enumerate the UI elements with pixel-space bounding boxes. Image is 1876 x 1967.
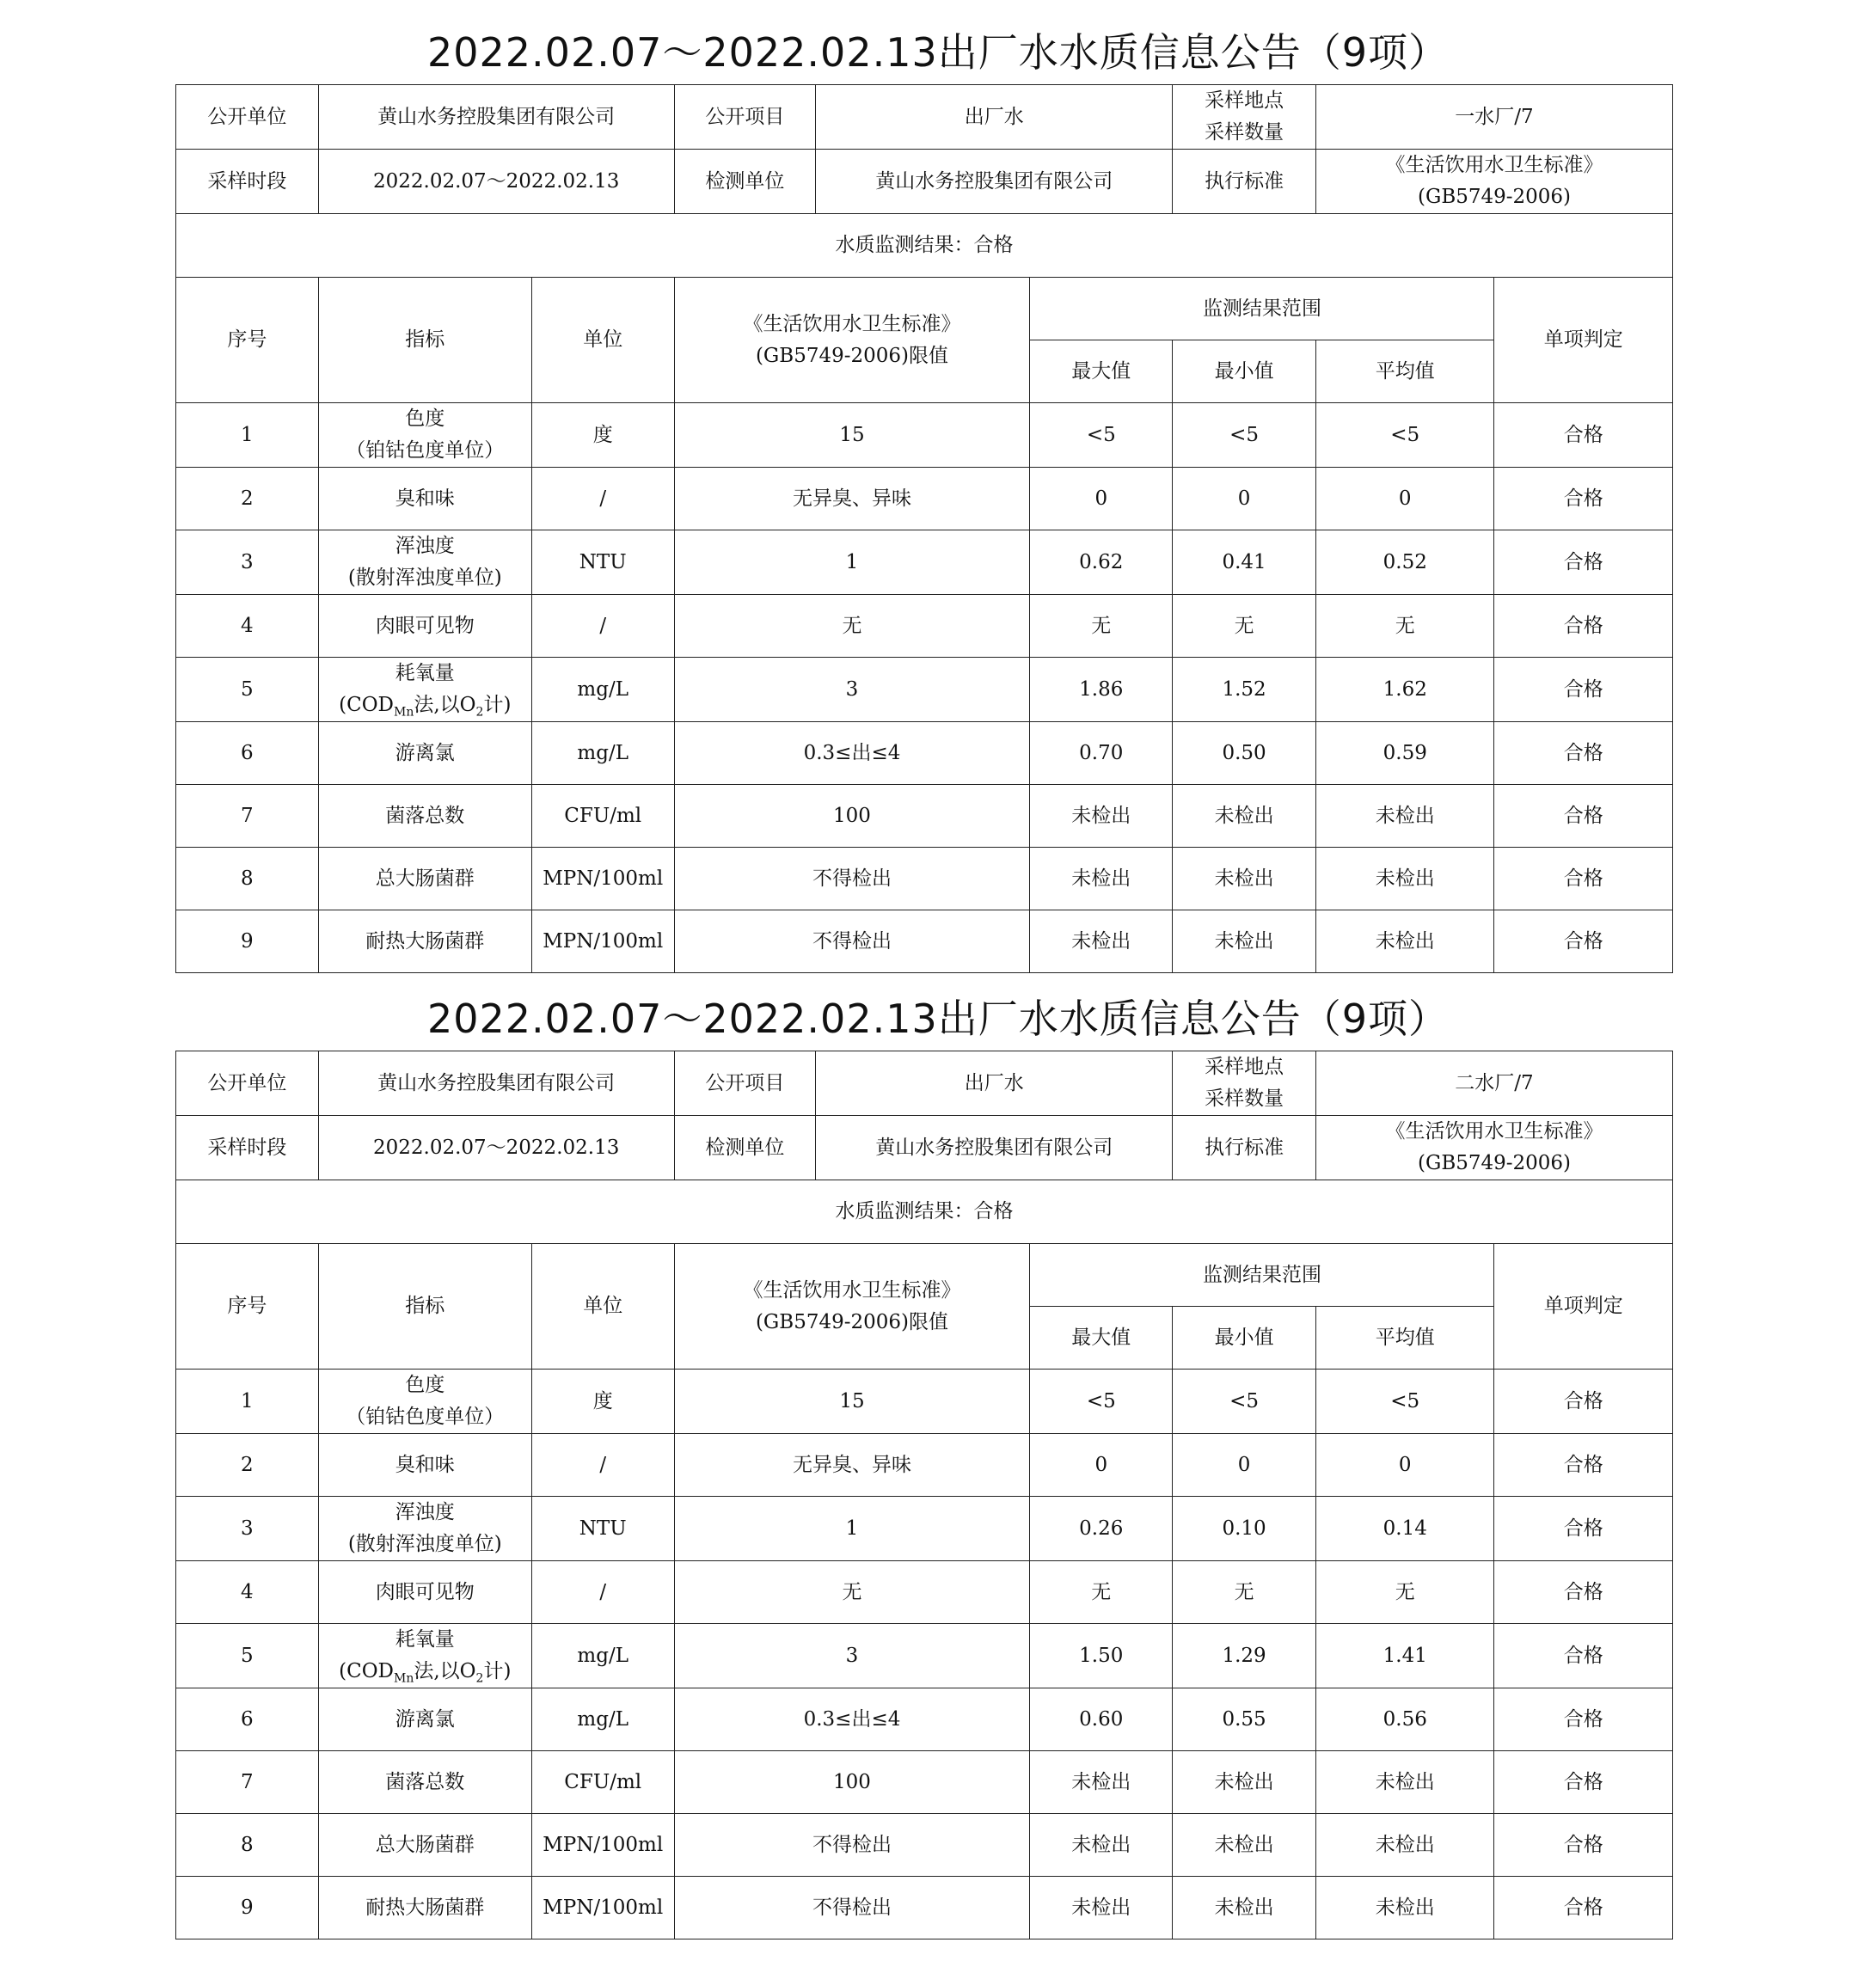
row-indicator bbox=[318, 1561, 531, 1624]
row-indicator bbox=[318, 1751, 531, 1814]
header-range: 监测结果范围 bbox=[1030, 278, 1494, 340]
row-no: 6 bbox=[176, 722, 319, 785]
table-row bbox=[176, 530, 1673, 595]
row-judge: 合格 bbox=[1494, 1624, 1673, 1688]
table-row bbox=[176, 848, 1673, 910]
table-row bbox=[176, 1497, 1673, 1561]
row-max: 0.70 bbox=[1030, 722, 1173, 785]
site-value: 二水厂/7 bbox=[1316, 1051, 1673, 1116]
row-judge: 合格 bbox=[1494, 1814, 1673, 1877]
period-label: 采样时段 bbox=[176, 150, 319, 214]
row-avg: <5 bbox=[1316, 1370, 1494, 1434]
indicator-name: 色度 bbox=[405, 1374, 445, 1396]
row-unit: / bbox=[531, 1434, 674, 1497]
row-min: 1.52 bbox=[1173, 658, 1316, 722]
info-row-1 bbox=[176, 1051, 1673, 1116]
row-avg: 无 bbox=[1316, 1561, 1494, 1624]
row-unit: mg/L bbox=[531, 658, 674, 722]
row-limit: 无异臭、异味 bbox=[674, 1434, 1030, 1497]
lab-label: 检测单位 bbox=[674, 1116, 816, 1180]
table-row bbox=[176, 1814, 1673, 1877]
row-min: 未检出 bbox=[1173, 785, 1316, 848]
row-limit: 15 bbox=[674, 403, 1030, 468]
lab-value: 黄山水务控股集团有限公司 bbox=[816, 150, 1173, 214]
header-min: 最小值 bbox=[1173, 340, 1316, 403]
row-unit: NTU bbox=[531, 1497, 674, 1561]
row-limit: 0.3≤出≤4 bbox=[674, 722, 1030, 785]
table-row bbox=[176, 1561, 1673, 1624]
cod-prefix: (COD bbox=[339, 1660, 394, 1682]
header-avg: 平均值 bbox=[1316, 1307, 1494, 1370]
row-limit: 不得检出 bbox=[674, 910, 1030, 973]
row-max: 未检出 bbox=[1030, 910, 1173, 973]
row-judge: 合格 bbox=[1494, 848, 1673, 910]
header-min: 最小值 bbox=[1173, 1307, 1316, 1370]
standard-value: 《生活饮用水卫生标准》 (GB5749-2006) bbox=[1316, 150, 1673, 214]
row-max: 未检出 bbox=[1030, 1814, 1173, 1877]
standard-label: 执行标准 bbox=[1173, 150, 1316, 214]
row-max: <5 bbox=[1030, 1370, 1173, 1434]
header-avg: 平均值 bbox=[1316, 340, 1494, 403]
period-label: 采样时段 bbox=[176, 1116, 319, 1180]
row-max: 未检出 bbox=[1030, 1877, 1173, 1939]
row-no: 3 bbox=[176, 1497, 319, 1561]
row-max: 0 bbox=[1030, 1434, 1173, 1497]
header-row-1 bbox=[176, 1244, 1673, 1307]
lab-label: 检测单位 bbox=[674, 150, 816, 214]
row-indicator bbox=[318, 910, 531, 973]
row-judge: 合格 bbox=[1494, 1751, 1673, 1814]
row-max: 无 bbox=[1030, 595, 1173, 658]
row-indicator bbox=[318, 658, 531, 722]
cod-sub-mn: Mn bbox=[394, 705, 414, 720]
row-min: 0.41 bbox=[1173, 530, 1316, 595]
row-unit: / bbox=[531, 468, 674, 530]
indicator-name: 耐热大肠菌群 bbox=[365, 1896, 485, 1919]
row-indicator bbox=[318, 1624, 531, 1688]
row-indicator bbox=[318, 1497, 531, 1561]
row-limit: 无 bbox=[674, 1561, 1030, 1624]
result-summary: 水质监测结果：合格 bbox=[176, 1180, 1673, 1244]
result-row bbox=[176, 1180, 1673, 1244]
row-indicator bbox=[318, 1814, 531, 1877]
header-no: 序号 bbox=[176, 1244, 319, 1370]
table-row bbox=[176, 785, 1673, 848]
row-limit: 不得检出 bbox=[674, 1877, 1030, 1939]
indicator-name: 肉眼可见物 bbox=[375, 1580, 475, 1603]
row-no: 7 bbox=[176, 785, 319, 848]
row-unit: / bbox=[531, 595, 674, 658]
row-max: 无 bbox=[1030, 1561, 1173, 1624]
lab-value: 黄山水务控股集团有限公司 bbox=[816, 1116, 1173, 1180]
row-min: 未检出 bbox=[1173, 1751, 1316, 1814]
row-min: 未检出 bbox=[1173, 910, 1316, 973]
row-unit: MPN/100ml bbox=[531, 1877, 674, 1939]
standard-value: 《生活饮用水卫生标准》 (GB5749-2006) bbox=[1316, 1116, 1673, 1180]
row-no: 1 bbox=[176, 1370, 319, 1434]
indicator-name: 臭和味 bbox=[395, 1453, 455, 1476]
header-range: 监测结果范围 bbox=[1030, 1244, 1494, 1307]
indicator-note: （铂钴色度单位） bbox=[346, 1406, 505, 1428]
row-max: 1.50 bbox=[1030, 1624, 1173, 1688]
row-no: 6 bbox=[176, 1688, 319, 1751]
table-row bbox=[176, 1370, 1673, 1434]
period-value: 2022.02.07～2022.02.13 bbox=[318, 1116, 674, 1180]
row-min: 无 bbox=[1173, 595, 1316, 658]
row-min: 0.10 bbox=[1173, 1497, 1316, 1561]
row-unit: / bbox=[531, 1561, 674, 1624]
water-quality-table bbox=[175, 84, 1673, 973]
row-avg: 未检出 bbox=[1316, 1814, 1494, 1877]
row-indicator bbox=[318, 403, 531, 468]
row-avg: 未检出 bbox=[1316, 1751, 1494, 1814]
cod-prefix: (COD bbox=[339, 694, 394, 716]
item-value: 出厂水 bbox=[816, 85, 1173, 150]
indicator-name: 浑浊度 bbox=[395, 1501, 455, 1523]
indicator-name: 菌落总数 bbox=[385, 804, 465, 827]
notice-title: 2022.02.07～2022.02.13出厂水水质信息公告（9项） bbox=[426, 996, 1450, 1042]
cod-sub-2: 2 bbox=[475, 1671, 484, 1686]
row-judge: 合格 bbox=[1494, 1561, 1673, 1624]
row-no: 5 bbox=[176, 1624, 319, 1688]
period-value: 2022.02.07～2022.02.13 bbox=[318, 150, 674, 214]
header-indicator: 指标 bbox=[318, 1244, 531, 1370]
row-limit: 15 bbox=[674, 1370, 1030, 1434]
water-quality-table bbox=[175, 1051, 1673, 1939]
result-row bbox=[176, 214, 1673, 278]
row-avg: 未检出 bbox=[1316, 1877, 1494, 1939]
row-min: 未检出 bbox=[1173, 1877, 1316, 1939]
row-indicator bbox=[318, 595, 531, 658]
table-row bbox=[176, 722, 1673, 785]
row-limit: 不得检出 bbox=[674, 1814, 1030, 1877]
row-judge: 合格 bbox=[1494, 910, 1673, 973]
indicator-name: 耗氧量 bbox=[395, 662, 455, 684]
table-row bbox=[176, 403, 1673, 468]
row-indicator bbox=[318, 1434, 531, 1497]
row-limit: 无 bbox=[674, 595, 1030, 658]
site-value: 一水厂/7 bbox=[1316, 85, 1673, 150]
table-row bbox=[176, 468, 1673, 530]
table-row bbox=[176, 910, 1673, 973]
row-judge: 合格 bbox=[1494, 1497, 1673, 1561]
row-min: 未检出 bbox=[1173, 1814, 1316, 1877]
row-no: 7 bbox=[176, 1751, 319, 1814]
row-avg: 未检出 bbox=[1316, 785, 1494, 848]
publisher-label: 公开单位 bbox=[176, 1051, 319, 1116]
row-judge: 合格 bbox=[1494, 1370, 1673, 1434]
row-max: 未检出 bbox=[1030, 1751, 1173, 1814]
row-min: 未检出 bbox=[1173, 848, 1316, 910]
row-avg: 0.56 bbox=[1316, 1688, 1494, 1751]
indicator-note: （铂钴色度单位） bbox=[346, 439, 505, 462]
row-judge: 合格 bbox=[1494, 1434, 1673, 1497]
row-max: 0 bbox=[1030, 468, 1173, 530]
row-no: 2 bbox=[176, 1434, 319, 1497]
row-no: 3 bbox=[176, 530, 319, 595]
row-limit: 100 bbox=[674, 1751, 1030, 1814]
row-min: 0.50 bbox=[1173, 722, 1316, 785]
row-limit: 3 bbox=[674, 658, 1030, 722]
result-summary: 水质监测结果：合格 bbox=[176, 214, 1673, 278]
indicator-name: 臭和味 bbox=[395, 487, 455, 510]
row-avg: 未检出 bbox=[1316, 848, 1494, 910]
row-max: <5 bbox=[1030, 403, 1173, 468]
row-indicator bbox=[318, 1370, 531, 1434]
row-avg: 0 bbox=[1316, 1434, 1494, 1497]
indicator-name: 游离氯 bbox=[395, 741, 455, 764]
row-avg: 无 bbox=[1316, 595, 1494, 658]
row-unit: MPN/100ml bbox=[531, 1814, 674, 1877]
row-avg: 1.62 bbox=[1316, 658, 1494, 722]
row-no: 9 bbox=[176, 1877, 319, 1939]
row-min: 0 bbox=[1173, 468, 1316, 530]
header-max: 最大值 bbox=[1030, 1307, 1173, 1370]
table-row bbox=[176, 1688, 1673, 1751]
header-limit: 《生活饮用水卫生标准》 (GB5749-2006)限值 bbox=[674, 278, 1030, 403]
row-limit: 不得检出 bbox=[674, 848, 1030, 910]
header-judge: 单项判定 bbox=[1494, 1244, 1673, 1370]
indicator-name: 总大肠菌群 bbox=[375, 1833, 475, 1856]
indicator-name: 肉眼可见物 bbox=[375, 614, 475, 637]
row-judge: 合格 bbox=[1494, 1877, 1673, 1939]
indicator-name: 菌落总数 bbox=[385, 1770, 465, 1793]
header-unit: 单位 bbox=[531, 1244, 674, 1370]
row-indicator bbox=[318, 785, 531, 848]
row-max: 1.86 bbox=[1030, 658, 1173, 722]
row-avg: 1.41 bbox=[1316, 1624, 1494, 1688]
row-judge: 合格 bbox=[1494, 722, 1673, 785]
table-row bbox=[176, 1751, 1673, 1814]
row-no: 8 bbox=[176, 1814, 319, 1877]
table-row bbox=[176, 595, 1673, 658]
row-limit: 1 bbox=[674, 530, 1030, 595]
header-limit: 《生活饮用水卫生标准》 (GB5749-2006)限值 bbox=[674, 1244, 1030, 1370]
row-indicator bbox=[318, 722, 531, 785]
publisher-value: 黄山水务控股集团有限公司 bbox=[318, 1051, 674, 1116]
cod-mid: 法,以O bbox=[414, 1660, 476, 1682]
table-row bbox=[176, 1434, 1673, 1497]
header-unit: 单位 bbox=[531, 278, 674, 403]
row-judge: 合格 bbox=[1494, 1688, 1673, 1751]
indicator-name: 总大肠菌群 bbox=[375, 867, 475, 890]
row-avg: 0 bbox=[1316, 468, 1494, 530]
row-judge: 合格 bbox=[1494, 403, 1673, 468]
publisher-label: 公开单位 bbox=[176, 85, 319, 150]
info-row-2 bbox=[176, 1116, 1673, 1180]
header-indicator: 指标 bbox=[318, 278, 531, 403]
row-unit: MPN/100ml bbox=[531, 848, 674, 910]
cod-note bbox=[322, 689, 528, 721]
cod-sub-2: 2 bbox=[475, 705, 484, 720]
row-avg: 0.52 bbox=[1316, 530, 1494, 595]
row-unit: mg/L bbox=[531, 722, 674, 785]
row-judge: 合格 bbox=[1494, 530, 1673, 595]
cod-mid: 法,以O bbox=[414, 694, 476, 716]
row-limit: 0.3≤出≤4 bbox=[674, 1688, 1030, 1751]
row-no: 9 bbox=[176, 910, 319, 973]
row-max: 未检出 bbox=[1030, 785, 1173, 848]
cod-suffix: 计) bbox=[483, 1660, 512, 1682]
indicator-name: 浑浊度 bbox=[395, 535, 455, 557]
row-avg: 未检出 bbox=[1316, 910, 1494, 973]
row-max: 未检出 bbox=[1030, 848, 1173, 910]
row-max: 0.60 bbox=[1030, 1688, 1173, 1751]
row-min: 0.55 bbox=[1173, 1688, 1316, 1751]
header-no: 序号 bbox=[176, 278, 319, 403]
row-judge: 合格 bbox=[1494, 658, 1673, 722]
row-avg: 0.59 bbox=[1316, 722, 1494, 785]
site-label: 采样地点 采样数量 bbox=[1173, 1051, 1316, 1116]
header-row-1 bbox=[176, 278, 1673, 340]
cod-suffix: 计) bbox=[483, 694, 512, 716]
item-label: 公开项目 bbox=[674, 1051, 816, 1116]
info-row-2 bbox=[176, 150, 1673, 214]
row-judge: 合格 bbox=[1494, 785, 1673, 848]
indicator-note: (散射浑浊度单位) bbox=[347, 1533, 502, 1555]
row-unit: mg/L bbox=[531, 1688, 674, 1751]
row-limit: 3 bbox=[674, 1624, 1030, 1688]
info-row-1 bbox=[176, 85, 1673, 150]
row-limit: 无异臭、异味 bbox=[674, 468, 1030, 530]
row-no: 4 bbox=[176, 595, 319, 658]
row-no: 4 bbox=[176, 1561, 319, 1624]
table-row bbox=[176, 1877, 1673, 1939]
row-min: 1.29 bbox=[1173, 1624, 1316, 1688]
row-indicator bbox=[318, 1877, 531, 1939]
indicator-name: 色度 bbox=[405, 407, 445, 430]
row-avg: <5 bbox=[1316, 403, 1494, 468]
row-unit: mg/L bbox=[531, 1624, 674, 1688]
row-limit: 1 bbox=[674, 1497, 1030, 1561]
row-no: 1 bbox=[176, 403, 319, 468]
row-no: 2 bbox=[176, 468, 319, 530]
row-indicator bbox=[318, 468, 531, 530]
cod-note bbox=[322, 1656, 528, 1688]
row-unit: CFU/ml bbox=[531, 1751, 674, 1814]
row-indicator bbox=[318, 848, 531, 910]
site-label: 采样地点 采样数量 bbox=[1173, 85, 1316, 150]
row-no: 5 bbox=[176, 658, 319, 722]
row-judge: 合格 bbox=[1494, 595, 1673, 658]
row-unit: 度 bbox=[531, 403, 674, 468]
row-max: 0.26 bbox=[1030, 1497, 1173, 1561]
item-value: 出厂水 bbox=[816, 1051, 1173, 1116]
row-unit: CFU/ml bbox=[531, 785, 674, 848]
row-max: 0.62 bbox=[1030, 530, 1173, 595]
publisher-value: 黄山水务控股集团有限公司 bbox=[318, 85, 674, 150]
row-unit: 度 bbox=[531, 1370, 674, 1434]
indicator-name: 耗氧量 bbox=[395, 1628, 455, 1651]
item-label: 公开项目 bbox=[674, 85, 816, 150]
row-min: 无 bbox=[1173, 1561, 1316, 1624]
row-avg: 0.14 bbox=[1316, 1497, 1494, 1561]
header-judge: 单项判定 bbox=[1494, 278, 1673, 403]
table-row bbox=[176, 658, 1673, 722]
header-max: 最大值 bbox=[1030, 340, 1173, 403]
table-row bbox=[176, 1624, 1673, 1688]
row-indicator bbox=[318, 530, 531, 595]
row-limit: 100 bbox=[674, 785, 1030, 848]
notice-title: 2022.02.07～2022.02.13出厂水水质信息公告（9项） bbox=[426, 29, 1450, 76]
row-min: 0 bbox=[1173, 1434, 1316, 1497]
row-unit: MPN/100ml bbox=[531, 910, 674, 973]
row-indicator bbox=[318, 1688, 531, 1751]
row-min: <5 bbox=[1173, 1370, 1316, 1434]
indicator-name: 耐热大肠菌群 bbox=[365, 929, 485, 953]
row-min: <5 bbox=[1173, 403, 1316, 468]
standard-label: 执行标准 bbox=[1173, 1116, 1316, 1180]
row-unit: NTU bbox=[531, 530, 674, 595]
row-judge: 合格 bbox=[1494, 468, 1673, 530]
indicator-name: 游离氯 bbox=[395, 1707, 455, 1731]
row-no: 8 bbox=[176, 848, 319, 910]
cod-sub-mn: Mn bbox=[394, 1671, 414, 1686]
indicator-note: (散射浑浊度单位) bbox=[347, 567, 502, 589]
